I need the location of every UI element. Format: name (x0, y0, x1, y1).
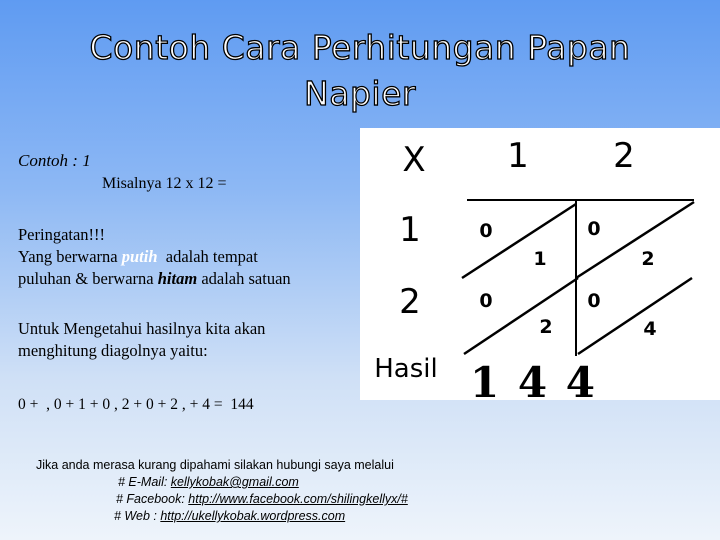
diagonal-instruction-line1: Untuk Mengetahui hasilnya kita akan (18, 319, 266, 338)
cell-r2c2-tens: 0 (587, 290, 601, 312)
hasil-label: Hasil (374, 354, 438, 384)
cell-r2c2-ones: 4 (643, 318, 657, 340)
cell-r1c1-ones: 1 (533, 248, 547, 270)
contoh-label: Contoh : 1 (18, 151, 91, 170)
board-result: 1 4 4 (470, 358, 597, 407)
row-header-2: 2 (399, 282, 421, 322)
footer-facebook: # Facebook: http://www.facebook.com/shilingkellyx/# (116, 492, 408, 506)
cell-r1c1-tens: 0 (479, 220, 493, 242)
web-link[interactable]: http://ukellykobak.wordpress.com (160, 509, 346, 523)
page-title-line1: Contoh Cara Perhitungan Papan (89, 28, 631, 67)
facebook-link[interactable]: http://www.facebook.com/shilingkellyx/# (188, 492, 408, 506)
footer-contact-intro: Jika anda merasa kurang dipahami silakan hubungi saya melalui (36, 458, 394, 472)
cell-r1c2-ones: 2 (641, 248, 655, 270)
formula: 0 + , 0 + 1 + 0 , 2 + 0 + 2 , + 4 = 144 (18, 396, 254, 413)
cell-r2c1-tens: 0 (479, 290, 493, 312)
x-symbol: X (402, 140, 426, 180)
diagonal-instruction-line2: menghitung diagolnya yaitu: (18, 341, 208, 360)
formula-result: 144 (230, 396, 254, 413)
cell-r2c1-ones: 2 (539, 316, 553, 338)
column-header-2: 2 (613, 136, 635, 176)
footer-web: # Web : http://ukellykobak.wordpress.com (114, 509, 346, 523)
warning-line2: Yang berwarna putih adalah tempat (18, 247, 258, 266)
column-header-1: 1 (507, 136, 529, 176)
page-title-line2: Napier (304, 74, 416, 113)
email-link[interactable]: kellykobak@gmail.com (170, 475, 299, 489)
diagonal-r1c2 (576, 202, 694, 278)
cell-r1c2-tens: 0 (587, 218, 601, 240)
warning-line3: puluhan & berwarna hitam adalah satuan (18, 269, 291, 288)
white-word: putih (121, 247, 158, 266)
row-header-1: 1 (399, 210, 421, 250)
footer-email: # E-Mail: kellykobak@gmail.com (118, 475, 299, 489)
black-word: hitam (157, 269, 198, 288)
example-text: Misalnya 12 x 12 = (102, 175, 227, 192)
warning-heading: Peringatan!!! (18, 225, 106, 244)
